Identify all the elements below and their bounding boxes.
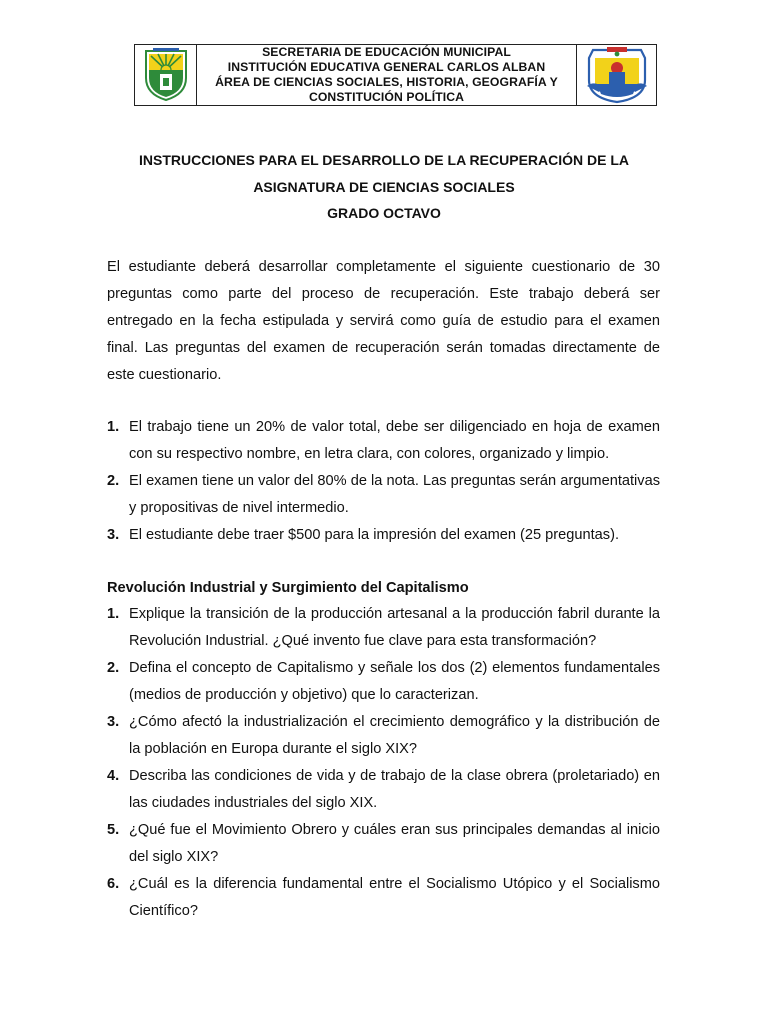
municipal-shield-logo — [143, 48, 189, 102]
list-item-text: ¿Cuál es la diferencia fundamental entre el Socialismo Utópico y el Socialismo Científico? — [129, 876, 660, 919]
list-item-number: 3. — [107, 527, 120, 543]
rules-list — [107, 414, 660, 549]
document-title — [80, 147, 688, 227]
header-line-constitucion: CONSTITUCIÓN POLÍTICA — [308, 90, 465, 104]
list-item-text: El examen tiene un valor del 80% de la nota. Las preguntas serán argumentativas y propositivas de nivel intermedio. — [129, 473, 660, 516]
section-heading: Revolución Industrial y Surgimiento del Capitalismo — [107, 580, 469, 596]
list-item-text: ¿Cómo afectó la industrialización el crecimiento demográfico y la distribución de la población en Europa durante el siglo XIX? — [129, 714, 660, 757]
title-line-3: GRADO OCTAVO — [327, 205, 441, 221]
header-line-area: ÁREA DE CIENCIAS SOCIALES, HISTORIA, GEOGRAFÍA Y — [215, 75, 558, 89]
list-item — [107, 601, 660, 655]
list-item — [107, 709, 660, 763]
list-item — [107, 468, 660, 522]
list-item-text: Defina el concepto de Capitalismo y señale los dos (2) elementos fundamentales (medios de producción y objetivo) que lo caracterizan. — [129, 660, 660, 703]
header-institution-text — [197, 45, 576, 105]
list-item — [107, 817, 660, 871]
list-item-text: Explique la transición de la producción artesanal a la producción fabril durante la Revolución Industrial. ¿Qué invento fue clave para esta transformación? — [129, 606, 660, 649]
list-item-text: Describa las condiciones de vida y de trabajo de la clase obrera (proletariado) en las ciudades industriales del siglo XIX. — [129, 768, 660, 811]
list-item-text: ¿Qué fue el Movimiento Obrero y cuáles eran sus principales demandas al inicio del siglo XIX? — [129, 822, 660, 865]
header-line-institucion: INSTITUCIÓN EDUCATIVA GENERAL CARLOS ALBAN — [227, 60, 546, 74]
list-item-number: 3. — [107, 714, 120, 730]
list-item-text: El estudiante debe traer $500 para la impresión del examen (25 preguntas). — [129, 527, 620, 543]
list-item-number: 2. — [107, 660, 120, 676]
list-item-number: 5. — [107, 822, 120, 838]
list-item-number: 4. — [107, 768, 120, 784]
header-table — [134, 44, 657, 106]
institution-crest-logo — [585, 46, 649, 104]
title-line-1: INSTRUCCIONES PARA EL DESARROLLO DE LA RECUPERACIÓN DE LA — [138, 152, 630, 168]
title-line-2: ASIGNATURA DE CIENCIAS SOCIALES — [253, 178, 515, 195]
list-item-number: 1. — [107, 606, 120, 622]
list-item-number: 2. — [107, 473, 120, 489]
header-left-logo-cell — [135, 45, 197, 105]
questions-list — [107, 601, 660, 925]
list-item — [107, 871, 660, 925]
list-item — [107, 522, 660, 549]
header-line-secretaria: SECRETARIA DE EDUCACIÓN MUNICIPAL — [262, 45, 511, 59]
header-right-logo-cell — [576, 45, 656, 105]
list-item-text: El trabajo tiene un 20% de valor total, debe ser diligenciado en hoja de examen con su respectivo nombre, en letra clara, con colores, organizado y limpio. — [129, 419, 660, 462]
list-item — [107, 763, 660, 817]
list-item-number: 6. — [107, 876, 120, 892]
list-item — [107, 655, 660, 709]
list-item-number: 1. — [107, 419, 120, 435]
list-item — [107, 414, 660, 468]
intro-paragraph: El estudiante deberá desarrollar completamente el siguiente cuestionario de 30 preguntas como parte del proceso de recuperación. Este trabajo deberá ser entregado en la fecha estipulada y servirá como guía de estudio para el examen final. Las preguntas del examen de recuperación serán tomadas directamente de este cuestionario. — [107, 259, 660, 383]
